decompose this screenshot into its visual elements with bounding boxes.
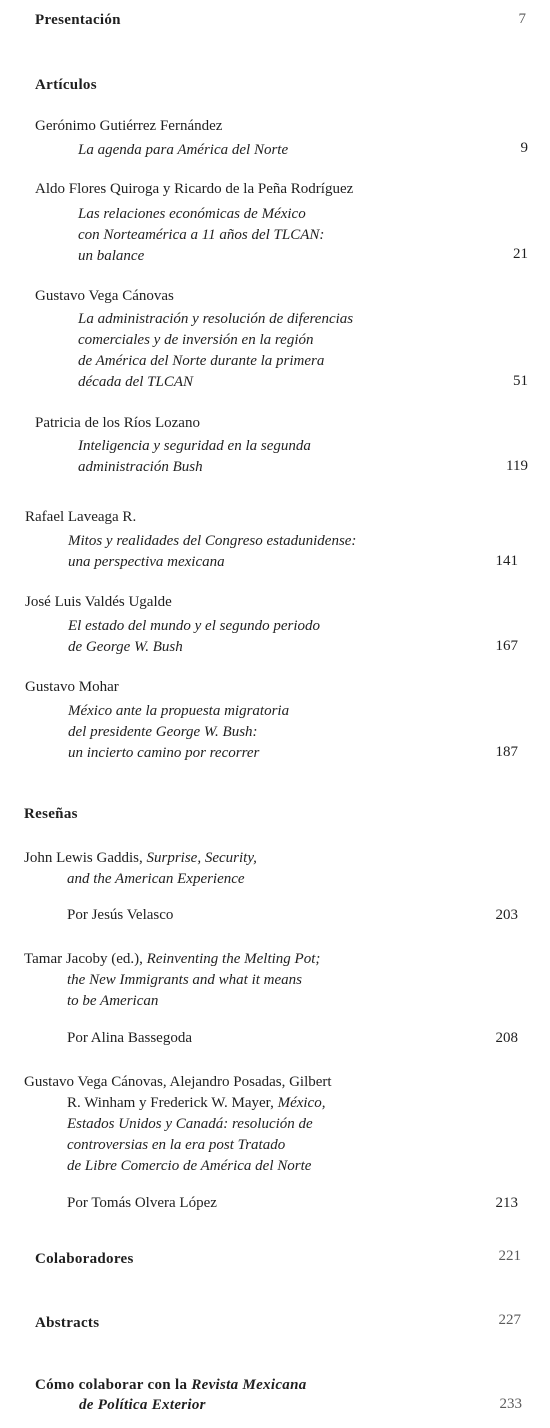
article-title-line: Las relaciones económicas de México	[78, 206, 306, 222]
como-colaborar-plain: Cómo colaborar con la	[35, 1377, 192, 1393]
article-page-number: 141	[495, 553, 518, 569]
review-book-title: Reinventing the Melting Pot;	[146, 951, 321, 967]
review-book-title: de Libre Comercio de América del Norte	[67, 1158, 312, 1174]
review-citation-line	[24, 1074, 332, 1091]
review-book-title: Estados Unidos y Canadá: resolución de	[67, 1116, 313, 1132]
page-number-como-colaborar: 233	[499, 1396, 522, 1412]
article-author: Rafael Laveaga R.	[25, 509, 137, 525]
article-title-line: México ante la propuesta migratoria	[68, 703, 290, 719]
review-citation-line	[24, 850, 257, 867]
review-page-number: 213	[495, 1195, 518, 1211]
review-page-number: 203	[495, 907, 518, 923]
review-citation-line	[67, 993, 158, 1010]
article-author: José Luis Valdés Ugalde	[25, 594, 172, 610]
review-author-text: Gustavo Vega Cánovas, Alejandro Posadas, Gilbert	[24, 1074, 332, 1090]
section-colaboradores: Colaboradores	[35, 1251, 134, 1267]
section-presentacion: Presentación	[35, 12, 121, 28]
article-author: Patricia de los Ríos Lozano	[35, 415, 200, 431]
article-title-line: Inteligencia y seguridad en la segunda	[78, 438, 311, 454]
article-title-line: con Norteamérica a 11 años del TLCAN:	[78, 227, 325, 243]
review-book-title: and the American Experience	[67, 871, 245, 887]
article-title-line: una perspectiva mexicana	[68, 554, 225, 570]
review-citation-line	[67, 1137, 285, 1154]
review-reviewer: Por Jesús Velasco	[67, 907, 174, 923]
como-colaborar-italic: Revista Mexicana	[191, 1377, 307, 1393]
review-reviewer: Por Alina Bassegoda	[67, 1030, 192, 1046]
review-citation-line	[67, 1158, 311, 1175]
article-title-line: La administración y resolución de diferencias	[78, 311, 354, 327]
article-author: Aldo Flores Quiroga y Ricardo de la Peña Rodríguez	[35, 181, 354, 197]
review-citation-line	[67, 1116, 313, 1133]
article-author: Gerónimo Gutiérrez Fernández	[35, 118, 223, 134]
review-citation-line	[67, 1095, 325, 1112]
review-citation-line	[24, 951, 320, 968]
review-book-title: México,	[277, 1095, 326, 1111]
article-title-line: un balance	[78, 248, 145, 264]
article-title-line: década del TLCAN	[78, 374, 193, 390]
review-book-title: controversias en la era post Tratado	[67, 1137, 286, 1153]
review-reviewer: Por Tomás Olvera López	[67, 1195, 217, 1211]
article-page-number: 21	[513, 246, 528, 262]
section-como-colaborar-line2	[79, 1397, 206, 1414]
article-page-number: 51	[513, 373, 528, 389]
article-title-line: administración Bush	[78, 459, 203, 475]
article-title-line: comerciales y de inversión en la región	[78, 332, 314, 348]
section-resenas: Reseñas	[24, 806, 78, 822]
article-title-line: El estado del mundo y el segundo periodo	[68, 618, 321, 634]
review-citation-line	[67, 972, 302, 989]
review-book-title: the New Immigrants and what it means	[67, 972, 302, 988]
article-title-line: La agenda para América del Norte	[78, 142, 289, 158]
article-title-line: de América del Norte durante la primera	[78, 353, 325, 369]
article-page-number: 167	[495, 638, 518, 654]
article-title-line: del presidente George W. Bush:	[68, 724, 258, 740]
article-page-number: 119	[506, 458, 528, 474]
article-page-number: 187	[495, 744, 518, 760]
review-author-text: Tamar Jacoby (ed.),	[24, 951, 147, 967]
review-book-title: Surprise, Security,	[146, 850, 257, 866]
article-title-line: de George W. Bush	[68, 639, 183, 655]
section-como-colaborar-line1	[35, 1377, 307, 1394]
review-book-title: to be American	[67, 993, 159, 1009]
section-abstracts: Abstracts	[35, 1315, 100, 1331]
review-citation-line	[67, 871, 245, 888]
como-colaborar-line2: de Política Exterior	[79, 1397, 206, 1413]
article-author: Gustavo Vega Cánovas	[35, 288, 174, 304]
review-author-text: R. Winham y Frederick W. Mayer,	[67, 1095, 278, 1111]
page-number-abstracts: 227	[498, 1312, 521, 1328]
article-title-line: Mitos y realidades del Congreso estadunidense:	[68, 533, 357, 549]
article-title-line: un incierto camino por recorrer	[68, 745, 260, 761]
article-page-number: 9	[520, 140, 528, 156]
page-number-colaboradores: 221	[498, 1248, 521, 1264]
review-author-text: John Lewis Gaddis,	[24, 850, 147, 866]
section-articulos: Artículos	[35, 77, 97, 93]
article-author: Gustavo Mohar	[25, 679, 119, 695]
page-number-presentacion: 7	[518, 11, 526, 27]
review-page-number: 208	[495, 1030, 518, 1046]
